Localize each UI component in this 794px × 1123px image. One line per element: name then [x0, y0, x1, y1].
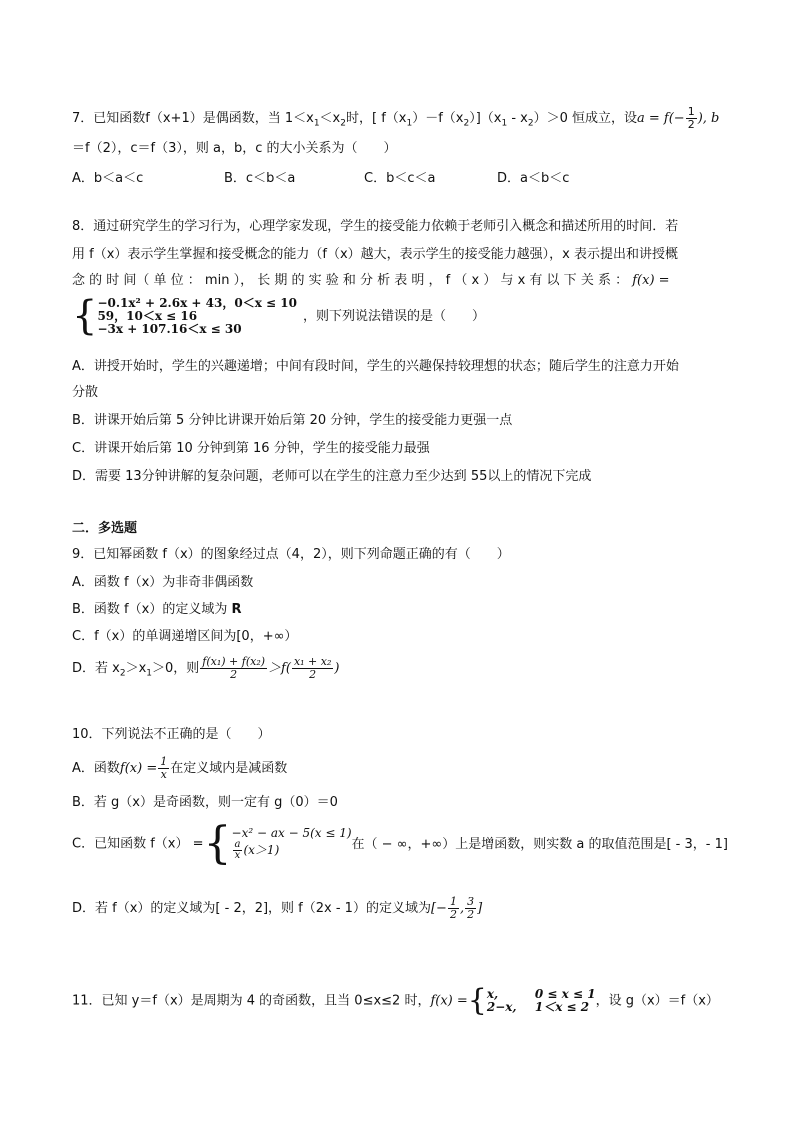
q9-stem: 9．已知幂函数 f（x）的图象经过点（4，2），则下列命题正确的有（ ） — [72, 547, 510, 562]
q7-text: ）＞0 恒成立，设 — [533, 111, 638, 126]
q7-option-a: A．b＜a＜c — [72, 171, 144, 186]
q7-fraction: $\frac{1}{2}$ — [687, 105, 695, 131]
q8-line1: 8．通过研究学生的学习行为，心理学家发现，学生的接受能力依赖于老师引入概念和描述所用的时间．若 — [72, 219, 679, 234]
q7-text: - x — [507, 111, 528, 126]
left-brace-icon: { — [203, 818, 232, 869]
q10-option-d: D．若 f（x）的定义域为[ - 2，2]，则 f（2x - 1）的定义域为[− $\frac{1}{2}$ , $\frac{3}{2}$ ] — [72, 895, 483, 921]
q10-fraction-d2: $\frac{3}{2}$ — [467, 895, 475, 921]
q8-piecewise — [72, 293, 485, 339]
q7-text: ）－f（x — [412, 111, 464, 126]
q9-option-a: A．函数 f（x）为非奇非偶函数 — [72, 575, 254, 590]
q9-option-c: C．f（x）的单调递增区间为[0，+∞） — [72, 629, 298, 644]
q8-cases: −0.1x² + 2.6x + 43，0＜x ≤ 10 59，10＜x ≤ 16 −3x + 107.16＜x ≤ 30 — [97, 295, 297, 336]
q7-text: 7．已知函数 — [72, 111, 146, 126]
q7-text: 时，[ f（x — [345, 111, 407, 126]
q9-fraction-1: $\frac{\text{f(x₁) + f(x₂)}}{2}$ — [202, 655, 266, 681]
q9-fraction-2: $\frac{\text{x₁ + x₂}}{2}$ — [293, 655, 332, 681]
q10-option-c: C．已知函数 f（x） ={ −x² − ax − 5(x ≤ 1) $\frac{a}{x}$ (x＞1) 在（ − ∞，+∞）上是增函数，则实数 a 的取值范围是[ - 3，- 1] — [72, 818, 728, 869]
left-brace-icon: { — [72, 293, 98, 339]
q10-fraction-a: $\frac{1}{x}$ — [160, 755, 168, 781]
q8-option-b: B．讲课开始后第 5 分钟比讲课开始后第 20 分钟，学生的接受能力更强一点 — [72, 413, 513, 428]
q10-fraction-d1: $\frac{1}{2}$ — [449, 895, 457, 921]
q10-option-b: B．若 g（x）是奇函数，则一定有 g（0）＝0 — [72, 795, 338, 810]
q8-option-a-line2: 分散 — [72, 385, 99, 400]
q7-text: ）]（x — [469, 111, 502, 126]
q8-math: f(x) = — [632, 273, 670, 288]
q7-text: ＜x — [319, 111, 341, 126]
q7-math: ), b — [697, 111, 720, 126]
left-brace-icon: { — [467, 983, 487, 1018]
q11-stem: 11．已知 y＝f（x）是周期为 4 的奇函数，且当 0≤x≤2 时，f(x) ={ x, 0 ≤ x ≤ 1 2−x, 1＜x ≤ 2 ，设 g（x）＝f（x） — [72, 983, 719, 1018]
q7-line2: ＝f（2），c＝f（3），则 a，b，c 的大小关系为（ ） — [72, 141, 397, 156]
q7-option-c: C．b＜c＜a — [364, 171, 436, 186]
q8-line3: 念 的 时 间（ 单 位 ： min ）， 长 期 的 实 验 和 分 析 表 明 ， f （ x ） 与 x 有 以 下 关 系 ： f(x) = — [72, 273, 670, 288]
q7-option-b: B．c＜b＜a — [224, 171, 296, 186]
q8-line2: 用 f（x）表示学生掌握和接受概念的能力（f（x）越大，表示学生的接受能力越强），x 表示提出和讲授概 — [72, 247, 678, 262]
q7-math: a = f(− — [637, 111, 685, 126]
q8-option-d: D．需要 13分钟讲解的复杂问题，老师可以在学生的注意力至少达到 55以上的情况下完成 — [72, 469, 592, 484]
q7-text: f（x+1）是偶函数，当 1＜x — [145, 111, 314, 126]
q10-cases: −x² − ax − 5(x ≤ 1) $\frac{a}{x}$ (x＞1) — [231, 826, 352, 861]
q10-option-a: A．函数f(x) = $\frac{1}{x}$ 在定义域内是减函数 — [72, 755, 288, 781]
q8-option-c: C．讲课开始后第 10 分钟到第 16 分钟，学生的接受能力最强 — [72, 441, 430, 456]
q8-tail: ，则下列说法错误的是（ ） — [302, 308, 485, 324]
q9-option-b: B．函数 f（x）的定义域为 R — [72, 602, 242, 617]
q11-cases: x, 0 ≤ x ≤ 1 2−x, 1＜x ≤ 2 — [486, 987, 596, 1014]
q8-option-a-line1: A．讲授开始时，学生的兴趣递增；中间有段时间，学生的兴趣保持较理想的状态；随后学生的注意力开始 — [72, 359, 679, 374]
q9-option-d: D．若 $x_2>x_1>0$，则 $\frac{\text{f(x₁) + f(x₂)}}{2}$ ＞f( $\frac{\text{x₁ + x₂}}{2}$ ) — [72, 655, 340, 681]
q10-stem: 10．下列说法不正确的是（ ） — [72, 727, 271, 742]
q7-option-d: D．a＜b＜c — [497, 171, 570, 186]
q7-line1: 7．已知函数f（x+1）是偶函数，当 $1<x_1<x_2$时，[ $f(x_1)-f(x_2)](x_1 - x_2)>0$ 恒成立，设a = f(− $\frac{1}{2}$ ), b — [72, 105, 720, 131]
section-title-multi-choice: 二．多选题 — [72, 521, 138, 536]
